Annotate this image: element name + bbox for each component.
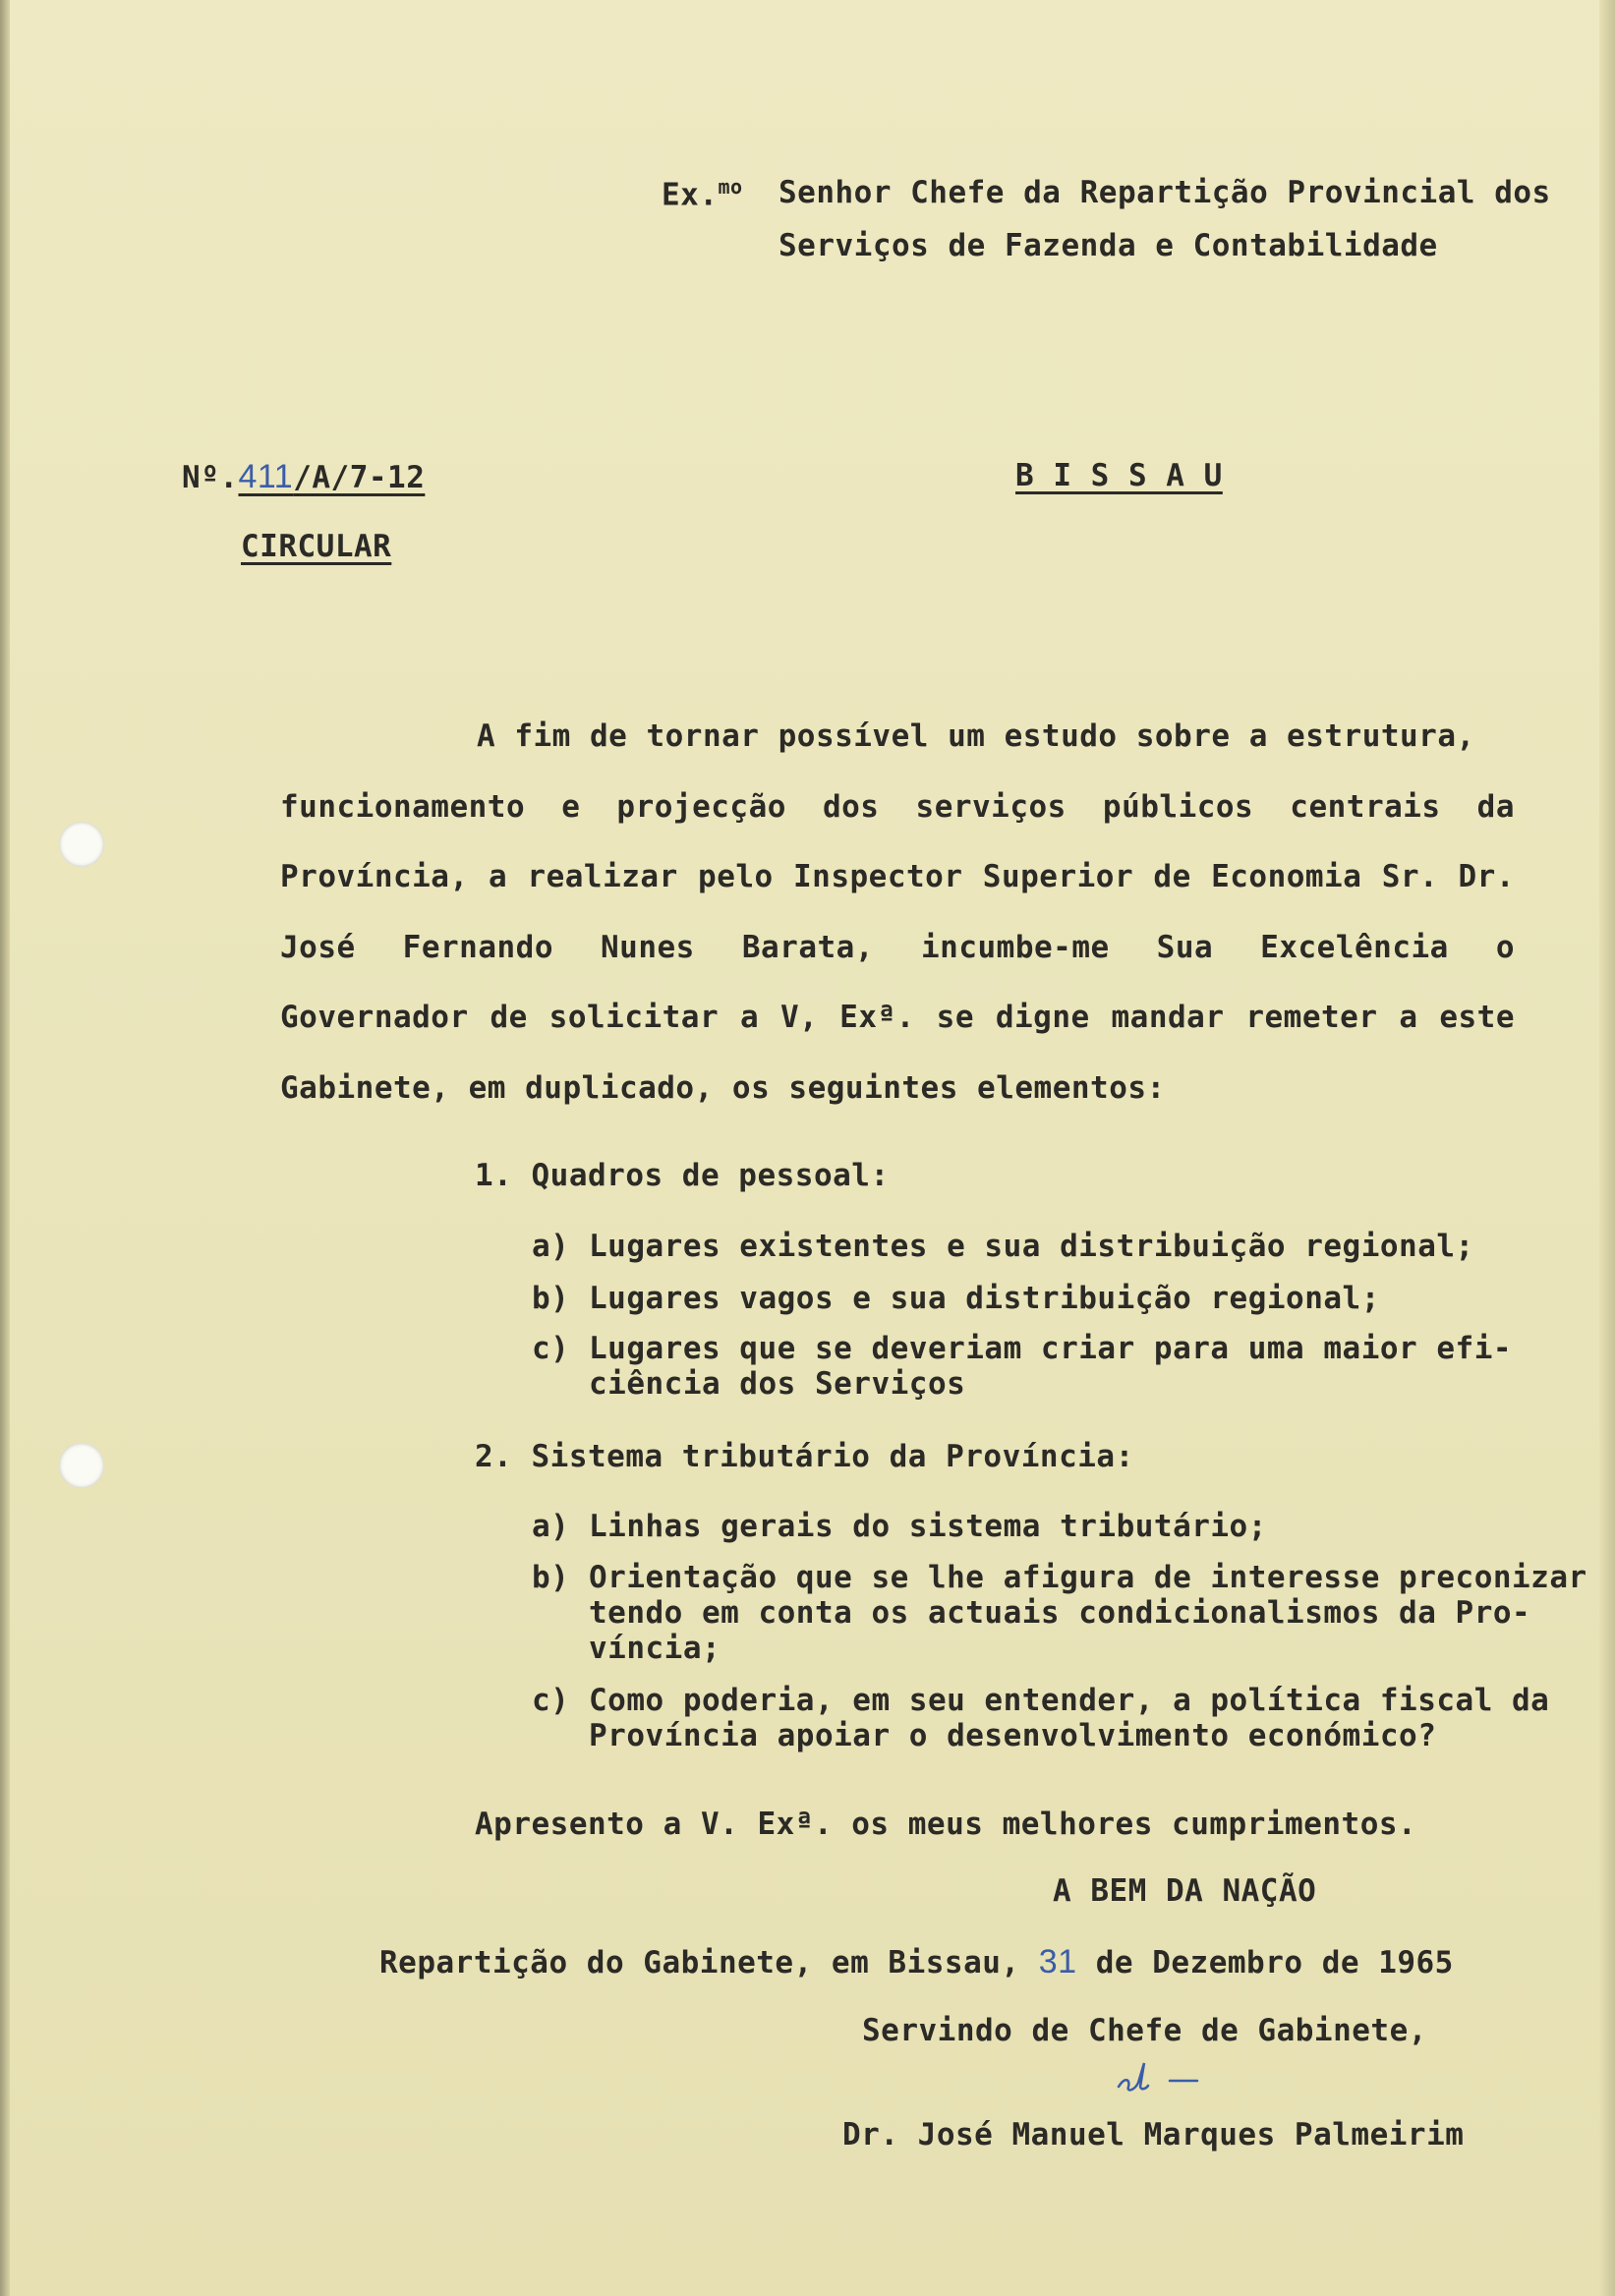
paper-edge-right bbox=[1599, 0, 1615, 2296]
body-paragraph-first-line: A fim de tornar possível um estudo sobre a estrutura, bbox=[477, 718, 1475, 754]
closing-date-line: Repartição do Gabinete, em Bissau, 31 de Dezembro de 1965 bbox=[379, 1943, 1454, 1980]
signer-name: Dr. José Manuel Marques Palmeirim bbox=[842, 2117, 1465, 2152]
addressee-line-2: Serviços de Fazenda e Contabilidade bbox=[779, 228, 1438, 263]
addressee-prefix: Ex.$^{mo}$ bbox=[662, 175, 743, 213]
punch-hole-bottom bbox=[59, 1443, 104, 1488]
closing-greeting: Apresento a V. Exª. os meus melhores cumprimentos. bbox=[475, 1807, 1417, 1842]
city-heading: B I S S A U bbox=[1015, 458, 1223, 493]
body-paragraph bbox=[280, 702, 1515, 1123]
paper-edge-left bbox=[0, 0, 10, 2296]
reference-number: Nº.411/A/7-12 bbox=[182, 458, 426, 495]
closing-motto: A BEM DA NAÇÃO bbox=[1053, 1873, 1317, 1909]
addressee-line-1: Senhor Chefe da Repartição Provincial dos bbox=[779, 175, 1551, 210]
item-2-heading: 2. Sistema tributário da Província: bbox=[475, 1439, 1134, 1474]
body-paragraph-rest: funcionamento e projecção dos serviços públicos centrais da Província, a realizar pelo Inspector Superior de Economia Sr. Dr. José Fernando Nunes Barata, incumbe-me Sua Excelência o Governador de solicitar a V, Exª. se digne mandar remeter a este Gabinete, em duplicado, os seguintes elementos: bbox=[280, 788, 1515, 1106]
circular-label: CIRCULAR bbox=[241, 529, 392, 564]
handwritten-signature bbox=[1111, 2059, 1219, 2098]
punch-hole-top bbox=[59, 822, 104, 867]
handwritten-day: 31 bbox=[1038, 1943, 1077, 1980]
closing-role: Servindo de Chefe de Gabinete, bbox=[862, 2013, 1427, 2048]
item-1-heading: 1. Quadros de pessoal: bbox=[475, 1158, 890, 1193]
handwritten-number: 411 bbox=[238, 458, 294, 495]
document-page: Ex.$^{mo}$ Senhor Chefe da Repartição Provincial dos Serviços de Fazenda e Contabilidade Nº.411/A/7-12 B I S S A U CIRCULAR A fim de tornar possível um estudo sobre a estrutura, funcionamento e projecção dos serviços públicos centrais da Província, a realizar pelo Inspector Superior de Economia Sr. Dr. José Fernando Nunes Barata, incumbe-me Sua Excelência o Governador de solicitar a V, Exª. se digne mandar remeter a este Gabinete, em duplicado, os seguintes elementos: 1. Quadros de pessoal: a) Lugares existentes e sua distribuição regional; b) Lugares vagos e sua distribuição regional; c) Lugares que se deveriam criar para uma maior efi- ciência dos Serviços 2. Sistema tributário da Província: a) Linhas gerais do sistema tributário; b) Orientação que se lhe afigura de interesse preconizar tendo em conta os actuais condicionalismos da Pro- víncia; c) Como poderia, em seu entender, a política fiscal da Província apoiar o desenvolvimento económico? Apresento a V. Exª. os meus melhores cumprimentos. A BEM DA NAÇÃO Repartição do Gabinete, em Bissau, 31 de Dezembro de 1965 Servindo de Chefe de Gabinete, Dr. José Manuel Marques Palmeirim bbox=[0, 0, 1615, 2296]
